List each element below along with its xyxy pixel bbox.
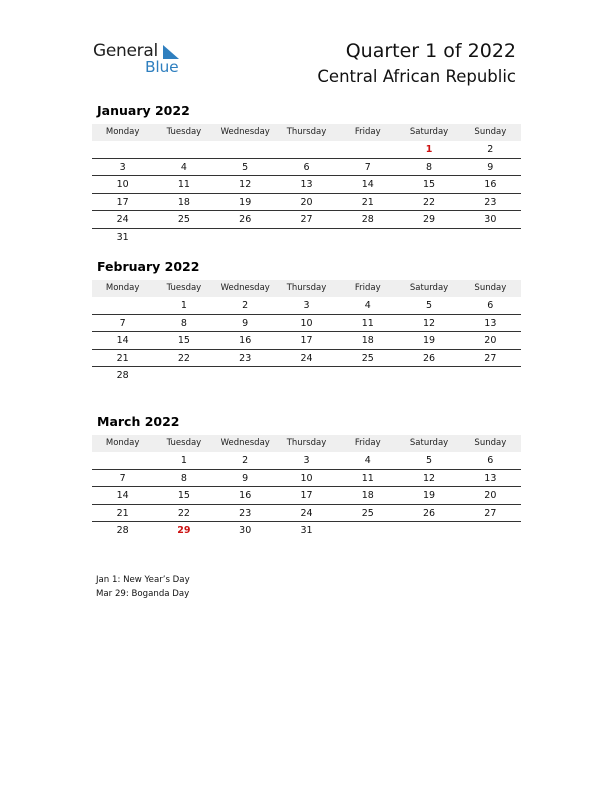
day-cell	[153, 141, 214, 158]
day-cell	[398, 367, 459, 385]
day-cell: 24	[116, 214, 129, 225]
weekday-label: Saturday	[409, 127, 449, 137]
day-cell: 24	[300, 352, 313, 364]
day-cell: 5	[426, 455, 433, 466]
weekday-label: Tuesday	[166, 438, 202, 448]
day-cell	[460, 522, 521, 540]
week-row	[92, 176, 521, 194]
day-cell: 25	[361, 352, 374, 364]
day-cell: 5	[242, 161, 249, 173]
day-cell: 28	[116, 370, 129, 381]
day-cell	[215, 229, 276, 247]
day-cell: 3	[303, 455, 310, 466]
day-cell: 17	[116, 196, 129, 208]
week-row	[92, 505, 521, 523]
day-cell: 7	[119, 472, 126, 484]
day-cell: 12	[423, 472, 436, 484]
day-cell: 23	[484, 196, 497, 208]
week-row	[92, 211, 521, 229]
weekday-label: Tuesday	[166, 127, 202, 137]
week-row	[92, 141, 521, 159]
quarter-title: Quarter 1 of 2022	[345, 40, 516, 62]
day-cell: 20	[300, 196, 313, 208]
day-cell: 26	[423, 352, 436, 364]
day-cell	[337, 522, 398, 540]
day-cell: 21	[116, 352, 129, 364]
day-cell: 11	[361, 317, 374, 329]
day-cell: 12	[239, 179, 252, 190]
day-cell: 13	[484, 472, 497, 484]
weekday-label: Wednesday	[220, 438, 270, 448]
day-cell: 28	[116, 525, 129, 536]
day-cell	[153, 229, 214, 247]
country-name: Central African Republic	[317, 67, 516, 86]
day-cell: 22	[423, 196, 436, 208]
weekday-header-row	[92, 124, 521, 141]
day-cell	[460, 367, 521, 385]
day-cell: 10	[300, 472, 313, 484]
day-cell: 1	[180, 455, 187, 466]
month-title: February 2022	[97, 259, 200, 274]
month-title: March 2022	[97, 414, 180, 429]
day-cell: 6	[303, 161, 310, 173]
day-cell: 27	[484, 352, 497, 364]
day-cell: 23	[239, 507, 252, 519]
day-cell	[153, 367, 214, 385]
day-cell: 28	[361, 214, 374, 225]
week-row	[92, 452, 521, 470]
day-cell: 15	[177, 490, 190, 501]
day-cell: 6	[487, 300, 494, 311]
day-cell: 10	[300, 317, 313, 329]
weekday-label: Thursday	[286, 438, 327, 448]
week-row	[92, 367, 521, 385]
week-row	[92, 350, 521, 368]
day-cell: 21	[361, 196, 374, 208]
day-cell: 3	[303, 300, 310, 311]
day-cell: 17	[300, 490, 313, 501]
day-cell	[92, 452, 153, 469]
day-cell: 27	[484, 507, 497, 519]
day-cell: 30	[239, 525, 252, 536]
day-cell	[276, 141, 337, 158]
day-cell	[337, 367, 398, 385]
day-cell: 22	[177, 507, 190, 519]
week-row	[92, 332, 521, 350]
day-cell: 22	[177, 352, 190, 364]
day-cell: 24	[300, 507, 313, 519]
month-title: January 2022	[97, 103, 190, 118]
day-cell	[276, 229, 337, 247]
day-cell: 26	[239, 214, 252, 225]
day-cell: 13	[300, 179, 313, 190]
week-row	[92, 470, 521, 488]
day-cell: 1	[425, 144, 433, 155]
day-cell: 25	[361, 507, 374, 519]
day-cell: 12	[423, 317, 436, 329]
day-cell: 30	[484, 214, 497, 225]
weekday-label: Tuesday	[166, 283, 202, 293]
logo-word-blue: Blue	[145, 58, 179, 76]
month-january	[92, 102, 521, 246]
day-cell: 3	[119, 161, 126, 173]
day-cell: 16	[484, 179, 497, 190]
day-cell	[276, 367, 337, 385]
day-cell	[337, 229, 398, 247]
week-row	[92, 229, 521, 247]
day-cell: 10	[116, 179, 129, 190]
day-cell: 19	[423, 335, 436, 346]
day-cell: 9	[242, 317, 249, 329]
weekday-label: Friday	[354, 127, 381, 137]
holiday-notes	[96, 573, 190, 601]
day-cell: 19	[239, 196, 252, 208]
day-cell: 4	[180, 161, 187, 173]
holiday-note: Jan 1: New Year’s Day	[96, 575, 190, 585]
day-cell: 16	[239, 335, 252, 346]
weekday-label: Thursday	[286, 127, 327, 137]
day-cell	[92, 141, 153, 158]
weekday-label: Monday	[105, 283, 140, 293]
day-cell: 7	[364, 161, 371, 173]
day-cell: 29	[177, 525, 191, 536]
day-cell	[398, 522, 459, 540]
day-cell	[215, 367, 276, 385]
day-cell: 6	[487, 455, 494, 466]
weekday-label: Thursday	[286, 283, 327, 293]
day-cell: 14	[116, 490, 129, 501]
day-cell: 21	[116, 507, 129, 519]
day-cell: 23	[239, 352, 252, 364]
month-march	[92, 413, 521, 540]
day-cell	[92, 297, 153, 314]
weekday-label: Saturday	[409, 438, 449, 448]
week-row	[92, 159, 521, 177]
weekday-label: Sunday	[474, 283, 507, 293]
day-cell: 15	[177, 335, 190, 346]
day-cell: 11	[361, 472, 374, 484]
day-cell: 18	[361, 335, 374, 346]
day-cell: 4	[364, 455, 371, 466]
day-cell: 9	[487, 161, 494, 173]
day-cell: 20	[484, 335, 497, 346]
day-cell	[398, 229, 459, 247]
day-cell: 2	[242, 300, 249, 311]
week-row	[92, 194, 521, 212]
day-cell: 2	[487, 144, 494, 155]
day-cell: 20	[484, 490, 497, 501]
day-cell: 27	[300, 214, 313, 225]
holiday-note: Mar 29: Boganda Day	[96, 589, 190, 599]
brand-logo	[93, 41, 193, 81]
weekday-label: Sunday	[474, 438, 507, 448]
weekday-header-row	[92, 280, 521, 297]
day-cell	[215, 141, 276, 158]
day-cell: 17	[300, 335, 313, 346]
day-cell: 11	[177, 179, 190, 190]
weekday-label: Saturday	[409, 283, 449, 293]
day-cell: 5	[426, 300, 433, 311]
logo-triangle-icon	[163, 45, 179, 59]
day-cell: 4	[364, 300, 371, 311]
logo-word-general: General	[93, 41, 158, 61]
weekday-label: Monday	[105, 127, 140, 137]
day-cell: 16	[239, 490, 252, 501]
day-cell: 26	[423, 507, 436, 519]
day-cell: 14	[116, 335, 129, 346]
weekday-label: Sunday	[474, 127, 507, 137]
month-february	[92, 258, 521, 385]
day-cell: 7	[119, 317, 126, 329]
day-cell: 31	[300, 525, 313, 536]
week-row	[92, 315, 521, 333]
day-cell: 1	[180, 300, 187, 311]
weekday-label: Monday	[105, 438, 140, 448]
week-row	[92, 522, 521, 540]
day-cell: 29	[423, 214, 436, 225]
weekday-label: Wednesday	[220, 127, 270, 137]
day-cell: 18	[177, 196, 190, 208]
day-cell: 14	[361, 179, 374, 190]
day-cell: 15	[423, 179, 436, 190]
day-cell: 31	[116, 231, 129, 243]
day-cell: 2	[242, 455, 249, 466]
day-cell: 9	[242, 472, 249, 484]
week-row	[92, 297, 521, 315]
day-cell: 8	[180, 472, 187, 484]
day-cell: 18	[361, 490, 374, 501]
weekday-label: Wednesday	[220, 283, 270, 293]
day-cell: 8	[180, 317, 187, 329]
weekday-label: Friday	[354, 438, 381, 448]
day-cell: 25	[177, 214, 190, 225]
week-row	[92, 487, 521, 505]
weekday-label: Friday	[354, 283, 381, 293]
weekday-header-row	[92, 435, 521, 452]
day-cell	[460, 229, 521, 247]
day-cell	[337, 141, 398, 158]
day-cell: 8	[426, 161, 433, 173]
day-cell: 13	[484, 317, 497, 329]
day-cell: 19	[423, 490, 436, 501]
